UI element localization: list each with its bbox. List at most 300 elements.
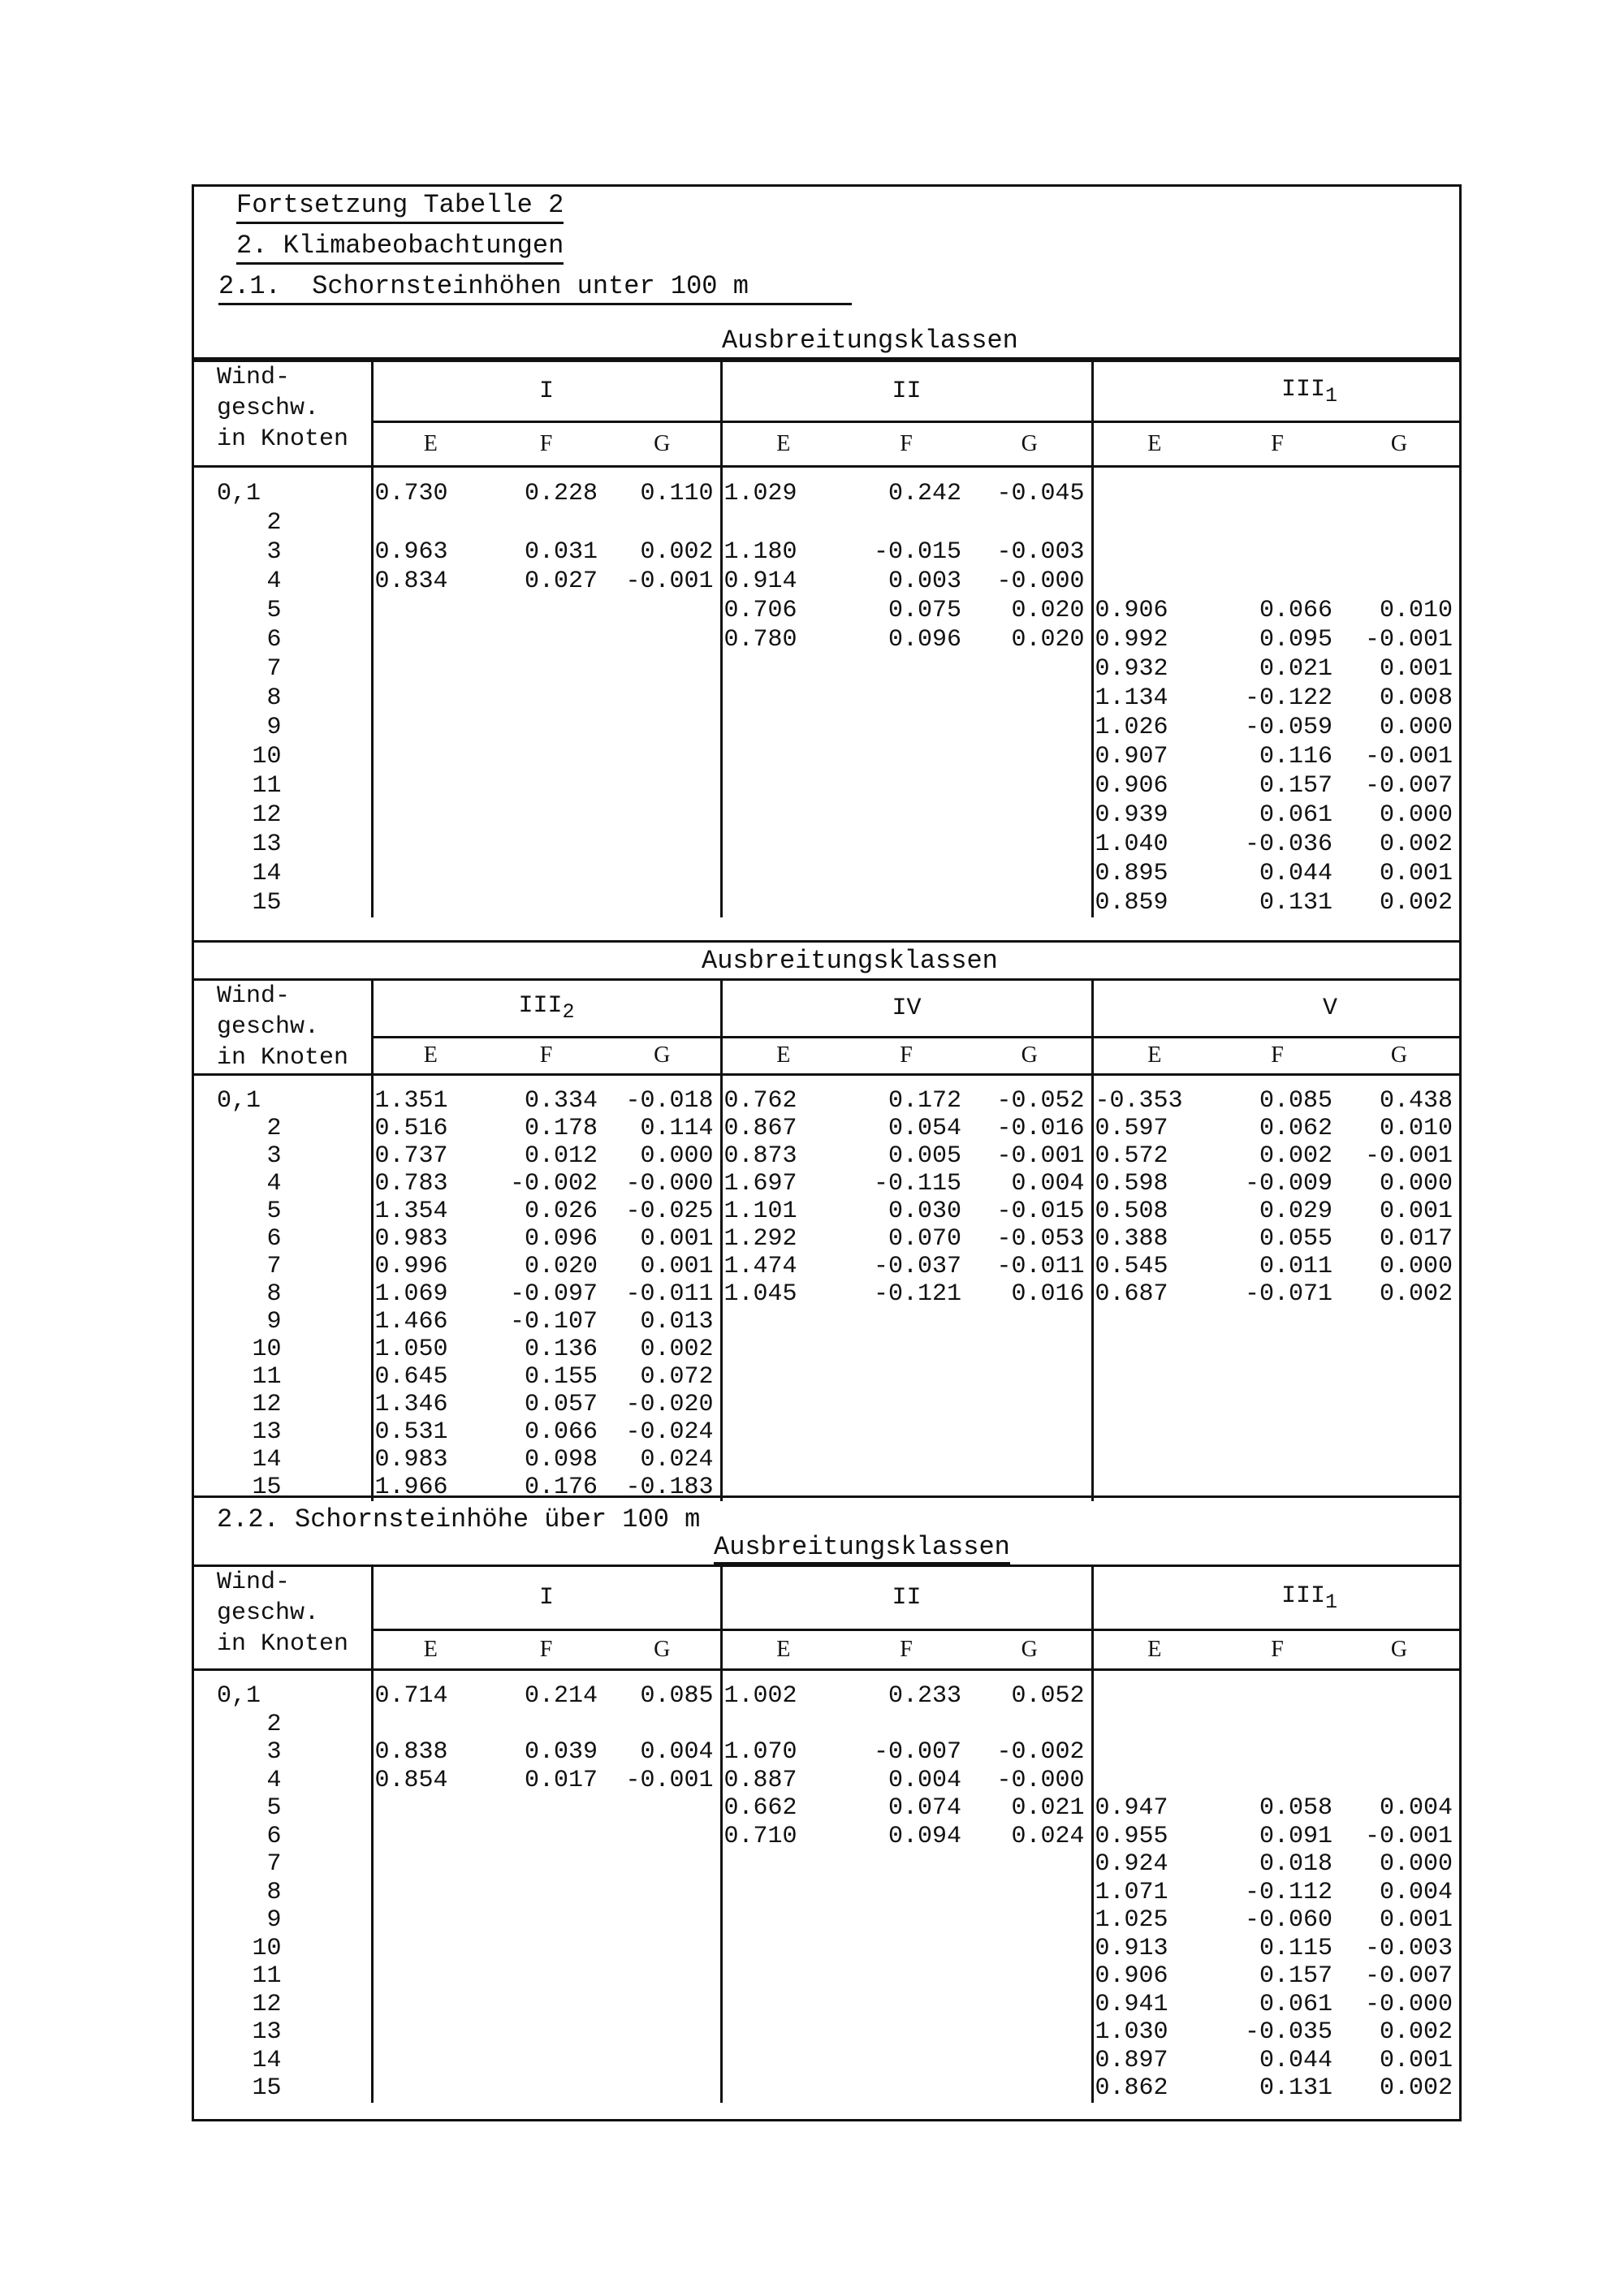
table-row <box>194 1794 1459 1823</box>
value-cell <box>372 684 488 713</box>
class-header <box>1092 1566 1459 1630</box>
value-cell: 0.157 <box>1259 772 1332 800</box>
value-cell: 1.346 <box>372 1391 488 1418</box>
subcolumn-header: G <box>1339 1037 1459 1074</box>
wind-speed-cell: 6 <box>266 626 282 654</box>
value-cell: 0.021 <box>1259 655 1332 683</box>
value-cell <box>844 742 968 771</box>
value-cell: 0.110 <box>640 480 714 507</box>
value-cell <box>1339 508 1459 537</box>
subcolumn-header: F <box>488 1630 604 1670</box>
value-cell: 0.017 <box>1379 1225 1453 1253</box>
table-row <box>194 596 1459 625</box>
value-cell: 0.907 <box>1092 742 1216 771</box>
table-row <box>194 1991 1459 2019</box>
value-cell: -0.007 <box>1364 1962 1453 1991</box>
value-cell: 0.867 <box>721 1115 844 1142</box>
value-cell <box>372 2074 488 2103</box>
value-cell: -0.059 <box>1244 714 1332 741</box>
value-cell: 1.045 <box>721 1280 844 1308</box>
class-label: II <box>892 1584 922 1612</box>
value-cell: 0.096 <box>888 626 961 654</box>
value-cell: 1.180 <box>721 537 844 567</box>
wind-speed-cell: 9 <box>266 714 282 741</box>
subcolumn-header: G <box>604 1037 721 1074</box>
value-cell <box>721 859 844 888</box>
value-cell <box>604 2018 721 2047</box>
value-cell <box>844 684 968 713</box>
value-cell <box>844 1879 968 1907</box>
value-cell: -0.071 <box>1244 1280 1332 1308</box>
value-cell <box>1216 567 1339 596</box>
value-cell <box>968 771 1092 801</box>
value-cell: 0.017 <box>524 1766 598 1794</box>
value-cell <box>488 2074 604 2103</box>
wind-speed-cell: 8 <box>266 684 282 712</box>
value-cell <box>1339 1308 1459 1336</box>
wind-speed-cell: 9 <box>266 1906 282 1935</box>
value-cell: 0.096 <box>524 1225 598 1253</box>
wind-speed-cell: 14 <box>252 1446 282 1474</box>
value-cell <box>604 888 721 917</box>
value-cell: 0.004 <box>1379 1878 1453 1906</box>
wind-speed-cell: 5 <box>266 597 282 624</box>
value-cell <box>844 1363 968 1391</box>
value-cell: 0.094 <box>888 1822 961 1850</box>
value-cell: -0.045 <box>996 480 1085 507</box>
value-cell <box>372 1935 488 1963</box>
value-cell <box>844 1336 968 1363</box>
subcolumn-header: G <box>968 1037 1092 1074</box>
table-row <box>194 1253 1459 1280</box>
wind-speed-cell: 3 <box>266 1738 282 1767</box>
wind-speed-header <box>194 361 372 467</box>
value-cell: 0.021 <box>1011 1794 1085 1823</box>
wind-speed-cell: 5 <box>266 1198 282 1225</box>
value-cell <box>604 801 721 830</box>
value-cell: 0.001 <box>1379 2046 1453 2074</box>
value-cell <box>1339 467 1459 509</box>
section-heading: 2. Klimabeobachtungen <box>236 231 564 265</box>
wind-header-line: Wind- <box>217 364 291 391</box>
value-cell: 0.572 <box>1092 1142 1216 1170</box>
class-header <box>372 361 721 422</box>
value-cell <box>372 713 488 742</box>
value-cell: 0.645 <box>372 1363 488 1391</box>
value-cell: -0.015 <box>996 1198 1085 1225</box>
wind-speed-cell: 15 <box>252 1474 282 1501</box>
subcolumn-header: E <box>1092 422 1216 467</box>
value-cell <box>604 684 721 713</box>
value-cell: -0.024 <box>625 1418 714 1446</box>
table-row <box>194 1170 1459 1198</box>
value-cell: -0.000 <box>1364 1990 1453 2018</box>
value-cell <box>488 1850 604 1879</box>
table-row <box>194 1225 1459 1253</box>
value-cell: 0.000 <box>1379 801 1453 829</box>
value-cell <box>488 888 604 917</box>
value-cell: 0.061 <box>1259 1990 1332 2018</box>
value-cell: 0.085 <box>640 1682 714 1711</box>
value-cell: 0.838 <box>372 1738 488 1767</box>
value-cell: 0.002 <box>640 538 714 566</box>
value-cell: -0.115 <box>873 1170 961 1198</box>
subcolumn-header: E <box>721 1630 844 1670</box>
value-cell: 0.075 <box>888 597 961 624</box>
wind-speed-cell: 13 <box>252 1418 282 1446</box>
value-cell <box>1216 1767 1339 1795</box>
value-cell: 0.963 <box>372 537 488 567</box>
class-label: IV <box>892 994 922 1022</box>
class-label: III <box>1281 375 1325 404</box>
value-cell <box>1092 508 1216 537</box>
value-cell <box>1339 1767 1459 1795</box>
value-cell: 0.932 <box>1092 654 1216 684</box>
value-cell: 1.292 <box>721 1225 844 1253</box>
value-cell: 0.002 <box>1379 831 1453 858</box>
value-cell: 1.101 <box>721 1198 844 1225</box>
value-cell: 0.000 <box>1379 1253 1453 1280</box>
class-header <box>721 1566 1092 1630</box>
value-cell: 0.027 <box>524 568 598 595</box>
table-row <box>194 1308 1459 1336</box>
value-cell: 0.000 <box>1379 1170 1453 1198</box>
value-cell: -0.000 <box>996 1766 1085 1794</box>
value-cell: 1.029 <box>721 467 844 509</box>
value-cell: -0.001 <box>1364 1822 1453 1850</box>
value-cell: 0.061 <box>1259 801 1332 829</box>
value-cell: 0.228 <box>524 480 598 507</box>
value-cell: 0.131 <box>1259 889 1332 917</box>
value-cell: 0.854 <box>372 1767 488 1795</box>
value-cell <box>968 1879 1092 1907</box>
wind-speed-cell: 9 <box>266 1308 282 1336</box>
value-cell <box>721 771 844 801</box>
wind-speed-header <box>194 980 372 1075</box>
value-cell: -0.002 <box>996 1738 1085 1767</box>
value-cell <box>372 859 488 888</box>
value-cell <box>488 801 604 830</box>
value-cell <box>968 1906 1092 1935</box>
value-cell: 0.020 <box>524 1253 598 1280</box>
value-cell <box>372 508 488 537</box>
value-cell: 0.780 <box>721 625 844 654</box>
value-cell: 0.002 <box>1379 889 1453 917</box>
value-cell <box>968 1850 1092 1879</box>
value-cell: 0.091 <box>1259 1822 1332 1850</box>
table-row <box>194 1879 1459 1907</box>
table-row <box>194 1142 1459 1170</box>
subcolumn-header: F <box>844 422 968 467</box>
value-cell: 0.859 <box>1092 888 1216 917</box>
wind-speed-cell: 5 <box>266 1794 282 1823</box>
wind-speed-header <box>194 1566 372 1670</box>
wind-speed-cell: 3 <box>266 538 282 566</box>
wind-speed-cell: 15 <box>252 2074 282 2103</box>
value-cell: -0.112 <box>1244 1878 1332 1906</box>
class-label: I <box>538 1584 554 1612</box>
wind-speed-cell: 12 <box>252 801 282 829</box>
value-cell: 0.155 <box>524 1363 598 1391</box>
value-cell <box>372 654 488 684</box>
value-cell: 0.004 <box>1379 1794 1453 1823</box>
subcolumn-header: G <box>1339 422 1459 467</box>
subcolumn-header: F <box>488 1037 604 1074</box>
value-cell <box>721 1391 844 1418</box>
value-cell: 0.020 <box>1011 626 1085 654</box>
value-cell: 0.687 <box>1092 1280 1216 1308</box>
value-cell: 1.050 <box>372 1336 488 1363</box>
value-cell <box>844 1906 968 1935</box>
value-cell <box>721 742 844 771</box>
table-row <box>194 1823 1459 1851</box>
value-cell: 0.438 <box>1379 1087 1453 1115</box>
classes-header: Ausbreitungsklassen <box>722 326 1018 356</box>
value-cell: 0.906 <box>1092 596 1216 625</box>
class-header <box>372 980 721 1038</box>
value-cell: -0.001 <box>625 568 714 595</box>
table-row <box>194 1418 1459 1446</box>
value-cell: 0.001 <box>1379 1198 1453 1225</box>
value-cell <box>844 1850 968 1879</box>
value-cell: -0.000 <box>996 568 1085 595</box>
value-cell <box>844 654 968 684</box>
value-cell <box>968 1446 1092 1474</box>
wind-header-line: Wind- <box>217 1569 291 1596</box>
classes-header: Ausbreitungsklassen <box>702 946 998 976</box>
value-cell <box>721 684 844 713</box>
table-row <box>194 1738 1459 1767</box>
value-cell: 0.005 <box>888 1142 961 1170</box>
table-row <box>194 801 1459 830</box>
table-row <box>194 1363 1459 1391</box>
value-cell <box>372 801 488 830</box>
value-cell: 0.783 <box>372 1170 488 1198</box>
subcolumn-header: F <box>844 1630 968 1670</box>
value-cell <box>372 1711 488 1739</box>
value-cell <box>1092 1418 1216 1446</box>
value-cell: 0.172 <box>888 1087 961 1115</box>
wind-speed-cell: 4 <box>266 568 282 595</box>
value-cell: -0.053 <box>996 1225 1085 1253</box>
value-cell: 0.873 <box>721 1142 844 1170</box>
value-cell: 0.074 <box>888 1794 961 1823</box>
wind-speed-cell: 6 <box>266 1822 282 1850</box>
value-cell: 0.052 <box>1011 1682 1085 1711</box>
value-cell <box>372 1850 488 1879</box>
value-cell: 0.131 <box>1259 2074 1332 2103</box>
class-subscript: 2 <box>562 1000 575 1025</box>
value-cell <box>844 859 968 888</box>
value-cell: -0.020 <box>625 1391 714 1418</box>
value-cell <box>604 1962 721 1991</box>
value-cell <box>1216 1738 1339 1767</box>
subcolumn-header: G <box>968 422 1092 467</box>
value-cell: 0.706 <box>721 596 844 625</box>
subcolumn-header: E <box>1092 1630 1216 1670</box>
value-cell: -0.011 <box>996 1253 1085 1280</box>
subcolumn-header: F <box>1216 422 1339 467</box>
value-cell <box>1216 467 1339 509</box>
value-cell: -0.007 <box>873 1738 961 1767</box>
subcolumn-header: F <box>488 422 604 467</box>
value-cell <box>1092 1308 1216 1336</box>
value-cell <box>488 742 604 771</box>
wind-speed-cell: 8 <box>266 1280 282 1308</box>
value-cell: 0.136 <box>524 1336 598 1363</box>
wind-speed-cell: 2 <box>266 1115 282 1142</box>
value-cell <box>1216 1308 1339 1336</box>
value-cell <box>372 742 488 771</box>
value-cell <box>1216 1363 1339 1391</box>
value-cell <box>721 1711 844 1739</box>
value-cell <box>844 888 968 917</box>
wind-speed-cell: 0,1 <box>217 1682 261 1711</box>
value-cell: 0.388 <box>1092 1225 1216 1253</box>
value-cell <box>604 625 721 654</box>
class-label: II <box>892 378 922 405</box>
value-cell: 0.002 <box>1379 2074 1453 2103</box>
wind-header-line: geschw. <box>217 395 320 422</box>
value-cell <box>721 713 844 742</box>
value-cell <box>968 742 1092 771</box>
value-cell <box>968 830 1092 859</box>
value-cell <box>604 2074 721 2103</box>
table-row <box>194 859 1459 888</box>
wind-speed-cell: 11 <box>252 772 282 800</box>
value-cell: 0.066 <box>1259 597 1332 624</box>
value-cell: -0.025 <box>625 1198 714 1225</box>
value-cell <box>968 1962 1092 1991</box>
value-cell <box>372 1906 488 1935</box>
wind-speed-cell: 10 <box>252 1934 282 1962</box>
value-cell <box>604 1711 721 1739</box>
value-cell <box>488 1906 604 1935</box>
value-cell <box>1339 1711 1459 1739</box>
subcolumn-header: E <box>721 422 844 467</box>
value-cell <box>721 1363 844 1391</box>
table-frame <box>192 184 1462 2121</box>
value-cell: 0.115 <box>1259 1934 1332 1962</box>
value-cell <box>1216 1391 1339 1418</box>
value-cell: 0.001 <box>1379 1906 1453 1935</box>
value-cell: 0.057 <box>524 1391 598 1418</box>
value-cell: 1.474 <box>721 1253 844 1280</box>
value-cell <box>968 2047 1092 2075</box>
table-row <box>194 537 1459 567</box>
value-cell <box>1216 1670 1339 1711</box>
value-cell: -0.107 <box>509 1308 598 1336</box>
value-cell: -0.018 <box>625 1087 714 1115</box>
value-cell <box>1339 1446 1459 1474</box>
value-cell: 0.001 <box>1379 860 1453 887</box>
value-cell <box>488 508 604 537</box>
value-cell: 0.018 <box>1259 1850 1332 1879</box>
value-cell <box>488 2047 604 2075</box>
value-cell <box>844 1418 968 1446</box>
wind-speed-cell: 3 <box>266 1142 282 1170</box>
value-cell <box>721 1906 844 1935</box>
value-cell <box>372 596 488 625</box>
class-header <box>721 361 1092 422</box>
value-cell: 0.939 <box>1092 801 1216 830</box>
class-header <box>721 980 1092 1038</box>
value-cell: 1.025 <box>1092 1906 1216 1935</box>
value-cell: 0.895 <box>1092 859 1216 888</box>
table-row <box>194 888 1459 917</box>
value-cell <box>604 742 721 771</box>
value-cell <box>844 1962 968 1991</box>
value-cell: -0.002 <box>509 1170 598 1198</box>
subsection-heading-2: 2.2. Schornsteinhöhe über 100 m <box>217 1504 701 1534</box>
value-cell: 0.116 <box>1259 743 1332 770</box>
value-cell: 1.069 <box>372 1280 488 1308</box>
class-header <box>1092 361 1459 422</box>
value-cell <box>604 1935 721 1963</box>
value-cell <box>721 1962 844 1991</box>
value-cell <box>488 1823 604 1851</box>
value-cell: 1.966 <box>372 1474 488 1501</box>
value-cell: 1.040 <box>1092 830 1216 859</box>
wind-speed-cell: 2 <box>266 1710 282 1738</box>
value-cell: -0.122 <box>1244 684 1332 712</box>
value-cell <box>844 1935 968 1963</box>
value-cell <box>604 1823 721 1851</box>
value-cell: 0.026 <box>524 1198 598 1225</box>
wind-speed-cell: 14 <box>252 2046 282 2074</box>
value-cell: 0.598 <box>1092 1170 1216 1198</box>
table-row <box>194 467 1459 509</box>
wind-speed-cell: 14 <box>252 860 282 887</box>
value-cell: 0.762 <box>721 1075 844 1116</box>
value-cell: 0.070 <box>888 1225 961 1253</box>
wind-speed-cell: 8 <box>266 1878 282 1906</box>
value-cell <box>1092 1738 1216 1767</box>
value-cell <box>488 1935 604 1963</box>
wind-header-line: in Knoten <box>217 1630 349 1658</box>
table-row <box>194 1906 1459 1935</box>
wind-speed-cell: 7 <box>266 655 282 683</box>
value-cell: 0.010 <box>1379 597 1453 624</box>
value-cell <box>1216 1336 1339 1363</box>
value-cell: 0.001 <box>1379 655 1453 683</box>
table-row <box>194 567 1459 596</box>
value-cell: 0.010 <box>1379 1115 1453 1142</box>
value-cell <box>844 801 968 830</box>
value-cell <box>1092 1336 1216 1363</box>
value-cell <box>721 1308 844 1336</box>
value-cell <box>372 771 488 801</box>
value-cell: 1.697 <box>721 1170 844 1198</box>
value-cell: -0.000 <box>625 1170 714 1198</box>
value-cell <box>1339 1391 1459 1418</box>
wind-speed-cell: 4 <box>266 1766 282 1794</box>
table-row <box>194 1198 1459 1225</box>
value-cell <box>721 1935 844 1963</box>
value-cell <box>1339 1336 1459 1363</box>
value-cell <box>844 2018 968 2047</box>
value-cell: 0.114 <box>640 1115 714 1142</box>
value-cell <box>844 2047 968 2075</box>
value-cell: 0.001 <box>640 1253 714 1280</box>
value-cell <box>1092 1446 1216 1474</box>
value-cell: 0.334 <box>524 1087 598 1115</box>
wind-speed-cell: 7 <box>266 1253 282 1280</box>
value-cell <box>604 713 721 742</box>
table-row <box>194 1711 1459 1739</box>
value-cell: 0.242 <box>888 480 961 507</box>
value-cell <box>968 2018 1092 2047</box>
